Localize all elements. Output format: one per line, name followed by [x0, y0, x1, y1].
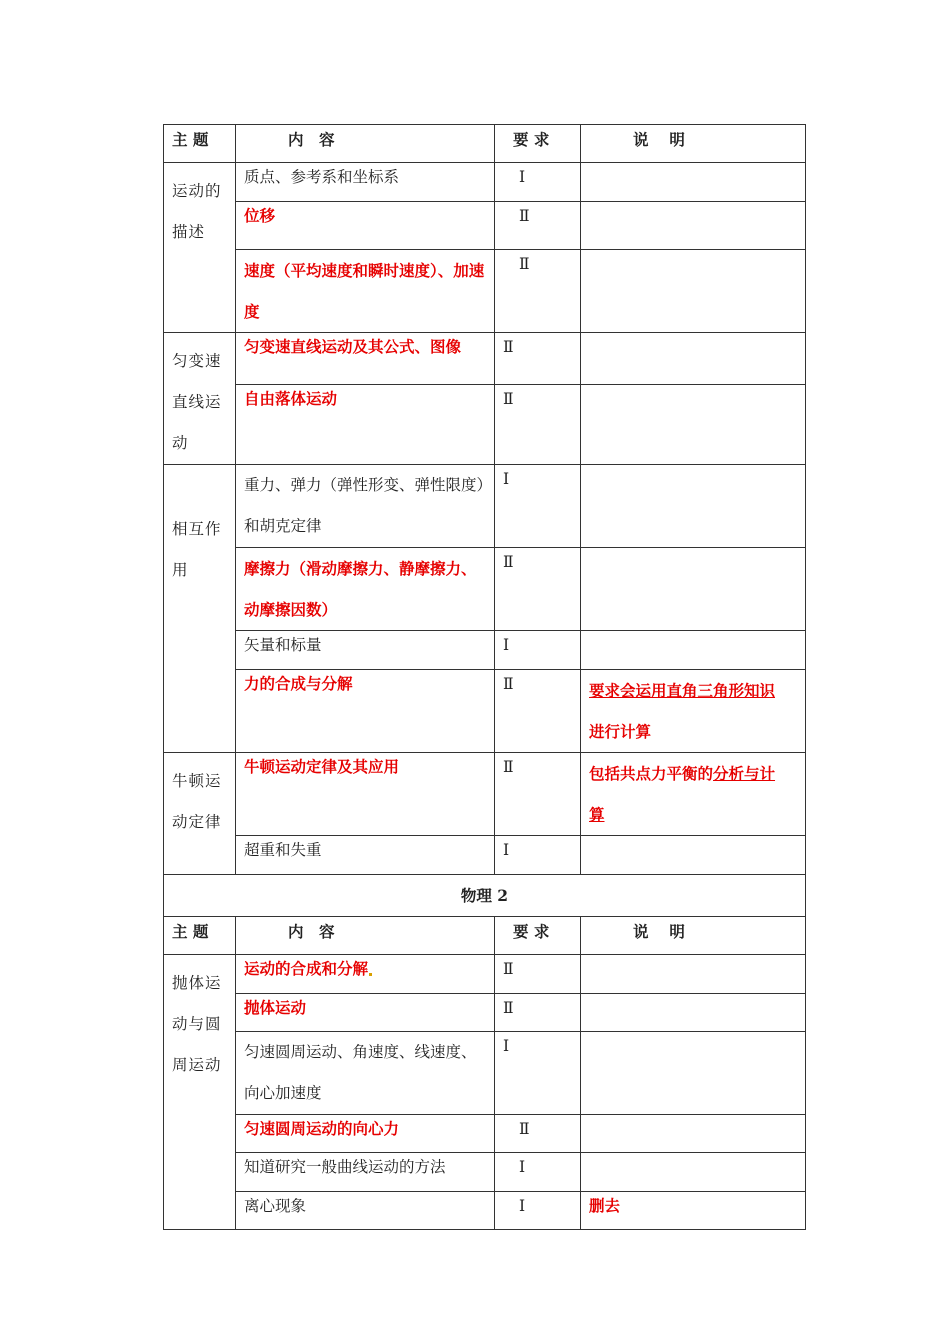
- note-cell: [581, 631, 806, 670]
- table-row: [164, 163, 806, 202]
- table-row: [164, 1192, 806, 1230]
- note-cell: [581, 333, 806, 385]
- content-cell: 匀速圆周运动、角速度、线速度、向心加速度: [236, 1032, 495, 1115]
- note-cell: [581, 994, 806, 1032]
- header-topic: 主 题: [164, 917, 236, 955]
- table-row: [164, 1032, 806, 1115]
- table-row: [164, 385, 806, 465]
- table-row: [164, 202, 806, 250]
- note-text: 进行计算: [589, 722, 652, 741]
- content-cell: [236, 955, 495, 994]
- content-cell: 速度（平均速度和瞬时速度）、加速度: [236, 250, 495, 333]
- table-header-row: [164, 917, 806, 955]
- note-cell: [581, 836, 806, 875]
- header-note: 说 明: [581, 917, 806, 955]
- content-cell: 力的合成与分解: [236, 670, 495, 753]
- table-row: [164, 753, 806, 836]
- note-cell: [581, 250, 806, 333]
- note-cell: [581, 385, 806, 465]
- syllabus-table: [163, 124, 806, 1230]
- table-header-row: [164, 125, 806, 163]
- requirement-cell: Ⅰ: [495, 631, 581, 670]
- content-cell: 匀速圆周运动的向心力: [236, 1115, 495, 1153]
- note-text: 算: [589, 805, 605, 824]
- content-text: 运动的合成和分解: [244, 959, 369, 978]
- header-note: 说 明: [581, 125, 806, 163]
- section-title-row: [164, 875, 806, 917]
- requirement-cell: Ⅰ: [495, 836, 581, 875]
- table-row: [164, 250, 806, 333]
- requirement-cell: Ⅱ: [495, 202, 581, 250]
- table-row: [164, 1115, 806, 1153]
- content-cell: 质点、参考系和坐标系: [236, 163, 495, 202]
- requirement-cell: Ⅰ: [495, 1032, 581, 1115]
- content-cell: 自由落体运动: [236, 385, 495, 465]
- content-cell: 超重和失重: [236, 836, 495, 875]
- table-row: [164, 836, 806, 875]
- requirement-cell: Ⅱ: [495, 385, 581, 465]
- header-content: 内 容: [236, 917, 495, 955]
- note-cell: [581, 548, 806, 631]
- note-cell: 删去: [581, 1192, 806, 1230]
- requirement-cell: Ⅱ: [495, 670, 581, 753]
- requirement-cell: Ⅱ: [495, 548, 581, 631]
- note-cell: [581, 1032, 806, 1115]
- content-cell: 知道研究一般曲线运动的方法: [236, 1153, 495, 1192]
- requirement-cell: Ⅱ: [495, 955, 581, 994]
- header-requirement: 要 求: [495, 917, 581, 955]
- header-requirement: 要 求: [495, 125, 581, 163]
- table-row: [164, 333, 806, 385]
- content-cell: 位移: [236, 202, 495, 250]
- content-cell: 牛顿运动定律及其应用: [236, 753, 495, 836]
- table-row: [164, 465, 806, 548]
- topic-cell: 相互作用: [164, 465, 236, 753]
- content-cell: 抛体运动: [236, 994, 495, 1032]
- note-cell: [581, 202, 806, 250]
- requirement-cell: Ⅰ: [495, 465, 581, 548]
- table-row: [164, 994, 806, 1032]
- requirement-cell: Ⅰ: [495, 1153, 581, 1192]
- topic-cell: 匀变速直线运动: [164, 333, 236, 465]
- requirement-cell: Ⅰ: [495, 1192, 581, 1230]
- table-row: [164, 548, 806, 631]
- section-title: 物理 2: [164, 875, 806, 917]
- content-cell: 离心现象: [236, 1192, 495, 1230]
- content-cell: 摩擦力（滑动摩擦力、静摩擦力、动摩擦因数）: [236, 548, 495, 631]
- topic-cell: 运动的描述: [164, 163, 236, 333]
- requirement-cell: Ⅰ: [495, 163, 581, 202]
- topic-cell: 抛体运动与圆周运动: [164, 955, 236, 1230]
- note-cell: [581, 1115, 806, 1153]
- table-row: [164, 670, 806, 753]
- requirement-cell: Ⅱ: [495, 333, 581, 385]
- content-cell: 重力、弹力（弹性形变、弹性限度）和胡克定律: [236, 465, 495, 548]
- requirement-cell: Ⅱ: [495, 250, 581, 333]
- note-cell: [581, 1153, 806, 1192]
- note-text: 包括共点力平衡的: [589, 764, 714, 783]
- table-row: [164, 631, 806, 670]
- requirement-cell: Ⅱ: [495, 994, 581, 1032]
- note-cell: [581, 955, 806, 994]
- requirement-cell: Ⅱ: [495, 1115, 581, 1153]
- note-text: 分析与计: [713, 764, 776, 783]
- table-row: [164, 1153, 806, 1192]
- content-cell: 匀变速直线运动及其公式、图像: [236, 333, 495, 385]
- note-cell: [581, 163, 806, 202]
- topic-cell: 牛顿运动定律: [164, 753, 236, 875]
- note-cell: [581, 465, 806, 548]
- note-cell: [581, 753, 806, 836]
- requirement-cell: Ⅱ: [495, 753, 581, 836]
- marker-dot-icon: [369, 973, 372, 976]
- table-row: [164, 955, 806, 994]
- header-topic: 主 题: [164, 125, 236, 163]
- header-content: 内 容: [236, 125, 495, 163]
- note-cell: [581, 670, 806, 753]
- content-cell: 矢量和标量: [236, 631, 495, 670]
- note-text: 要求会运用直角三角形知识: [589, 681, 776, 700]
